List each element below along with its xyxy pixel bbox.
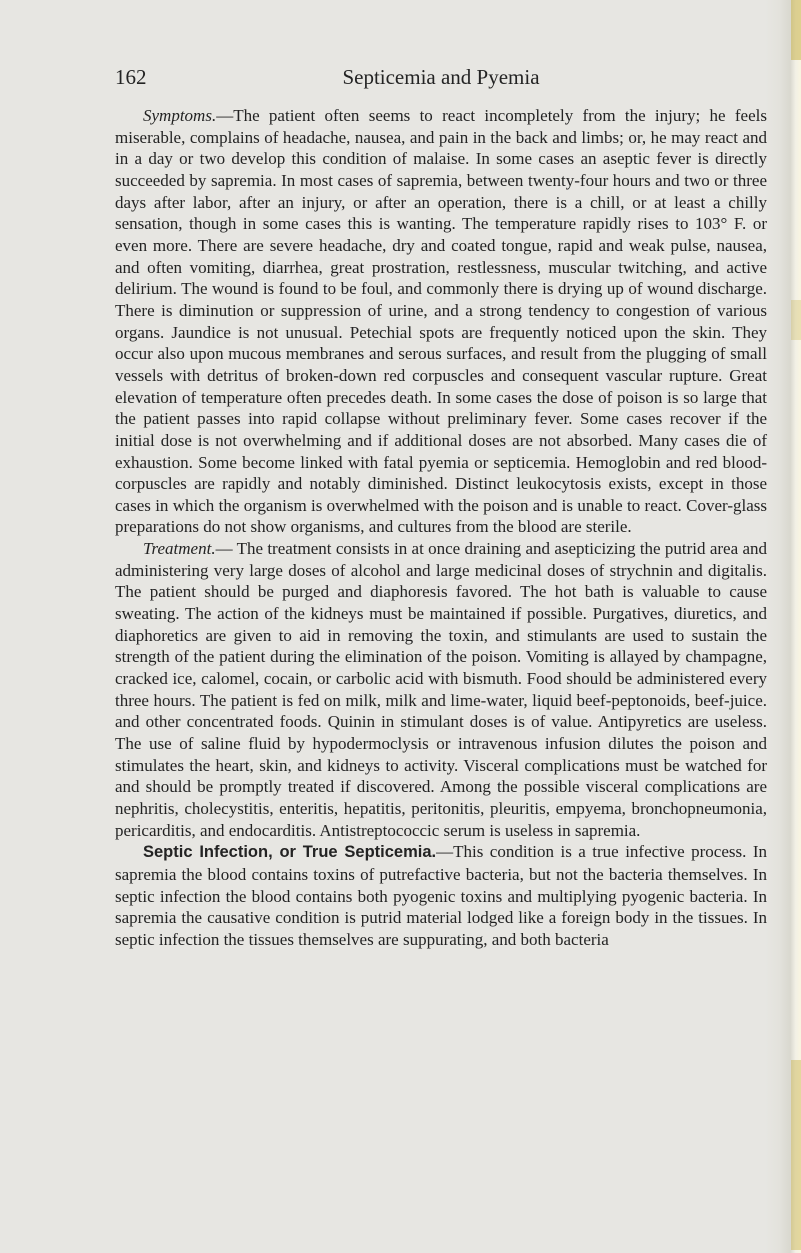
symptoms-text: —The patient often seems to react incompletely from the injury; he feels miserable, complains of headache, nausea, and pain in the back and limbs; or, he may react and in a day or two develop this condition of malaise. In some cases an aseptic fever is directly succeeded by sapremia. In most cases of sapremia, between twenty-four hours and two or three days after labor, after an injury, or after an operation, there is a chill, or at least a chilly sensation, though in some cases this is wanting. The temperature rapidly rises to 103° F. or even more. There are severe headache, dry and coated tongue, rapid and weak pulse, nausea, and often vomiting, diarrhea, great prostration, restlessness, muscular twitching, and active delirium. The wound is found to be foul, and commonly there is drying up of wound discharge. There is diminution or suppression of urine, and a strong tendency to congestion of various organs. Jaundice is not unusual. Petechial spots are frequently noticed upon the skin. They occur also upon mucous membranes and serous surfaces, and result from the plugging of small vessels with detritus of broken-down red corpuscles and consequent vascular rupture. Great elevation of temperature often precedes death. In some cases the dose of poison is so large that the patient passes into rapid collapse without preliminary fever. Some cases recover if the initial dose is not overwhelming and if additional doses are not absorbed. Many cases die of exhaustion. Some become linked with fatal pyemia or septicemia. Hemoglobin and red blood-corpuscles are rapidly and notably diminished. Distinct leukocytosis exists, except in those cases in which the organism is overwhelmed with the poison and is unable to react. Cover-glass preparations do not show organisms, and cultures from the blood are sterile. [115,106,767,537]
running-title: Septicemia and Pyemia [342,65,540,89]
septic-infection-text: —This condition is a true infective process. In sapremia the blood contains toxins of putrefactive bacteria, but not the bacteria themselves. In septic infection the blood contains both pyogenic toxins and multiplying pyogenic bacteria. In sapremia the causative condition is putrid material lodged like a foreign body in the tissues. In septic infection the tissues themselves are suppurating, and both bacteria [115,842,767,949]
body-text [115,105,767,951]
paragraph-septic-infection [115,841,767,950]
treatment-text: — The treatment consists in at once draining and asepticizing the putrid area and administering very large doses of alcohol and large medicinal doses of strychnin and digitalis. The patient should be purged and diaphoresis favored. The hot bath is valuable to cause sweating. The action of the kidneys must be maintained if possible. Purgatives, diuretics, and diaphoretics are given to aid in removing the toxin, and stimulants are used to sustain the strength of the patient during the elimination of the poison. Vomiting is allayed by champagne, cracked ice, calomel, cocain, or carbolic acid with bismuth. Food should be administered every three hours. The patient is fed on milk, milk and lime-water, liquid beef-peptonoids, beef-juice. and other concentrated foods. Quinin in stimulant doses is of value. Antipyretics are useless. The use of saline fluid by hypodermoclysis or intravenous infusion dilutes the poison and stimulates the heart, skin, and kidneys to activity. Visceral complications must be watched for and should be promptly treated if discovered. Among the possible visceral complications are nephritis, cholecystitis, enteritis, hepatitis, peritonitis, pleuritis, empyema, bronchopneumonia, pericarditis, and endocarditis. Antistreptococcic serum is useless in sapremia. [115,539,767,840]
symptoms-heading: Symptoms. [143,106,217,125]
page-number: 162 [115,65,147,89]
treatment-heading: Treatment. [143,539,216,559]
paragraph-symptoms [115,105,767,538]
paragraph-treatment [115,538,767,841]
page-header [115,64,767,90]
septic-infection-heading: Septic Infection, or True Septicemia. [143,843,437,862]
